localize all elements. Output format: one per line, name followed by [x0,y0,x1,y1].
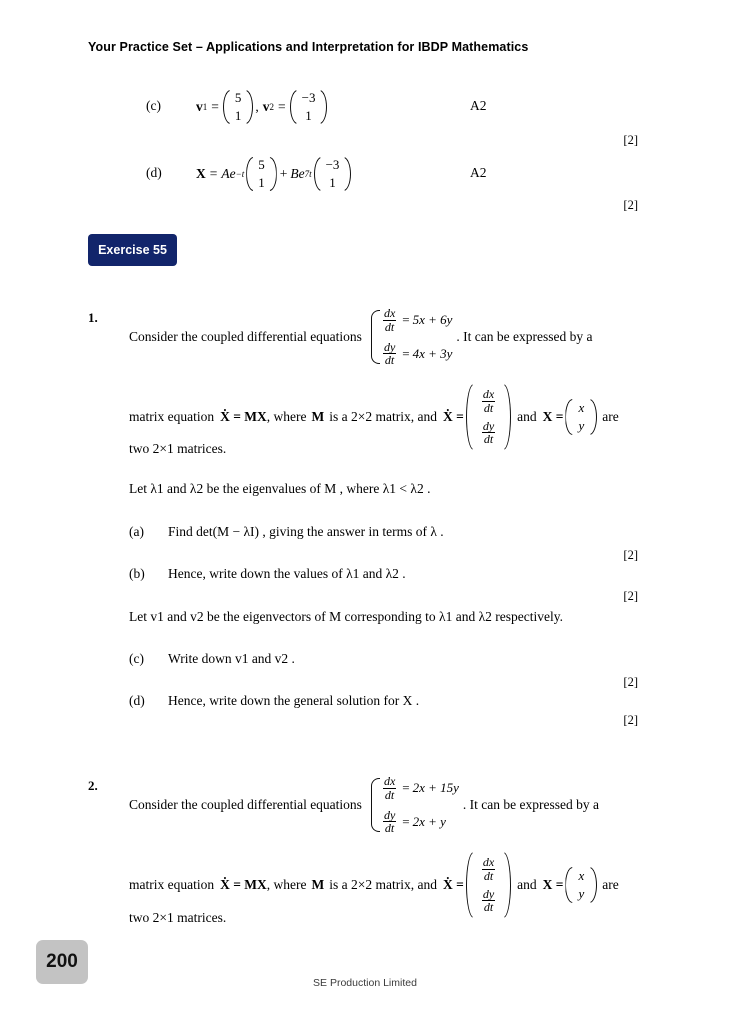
equation-rhs: 2x + 15y [412,780,459,796]
curly-brace [368,777,377,833]
derivative-fraction [481,388,496,414]
paren-left [565,397,572,437]
matrix-X-symbol: X = [542,877,564,892]
vector-entry: x [578,867,585,883]
stem-text-before: Consider the coupled differential equations [129,797,362,812]
vector-entry: 5 [234,90,242,106]
comma: , [255,99,259,114]
fraction-denominator: dt [483,868,494,883]
plus-sign: + [279,166,288,181]
derivative-fraction [481,856,496,882]
part-label-b: (b) [129,566,145,581]
vector-v2-subscript: 2 [269,102,274,112]
paren-right [320,88,327,126]
paren-right [504,850,511,920]
marks-d: [2] [623,198,638,212]
fraction-denominator: dt [483,900,494,915]
matrix-eq-mid: , where [266,409,307,424]
fraction-numerator: dy [383,339,396,354]
question-1-line3: two 2×1 matrices. [129,441,227,456]
exercise-badge-label: Exercise 55 [98,243,167,257]
fraction-numerator: dy [383,807,396,822]
paren-left [314,155,321,193]
marks-c: [2] [623,133,638,147]
part-b-marks: [2] [623,589,638,603]
equation-rhs: 2x + y [412,813,446,829]
column-vector-v1 [223,88,254,126]
fraction-denominator: dt [483,432,494,447]
fraction-denominator: dt [483,400,494,415]
equation-system-2 [368,774,459,836]
part-label-d-prev: (d) [146,165,162,180]
column-vector-v2 [290,88,328,126]
equation-rhs: 4x + 3y [412,345,453,361]
fraction-numerator: dy [482,418,495,433]
equals-sign: = [278,99,286,114]
matrix-M-symbol: M [311,409,325,424]
equals-sign: = [402,780,410,796]
part-label-d: (d) [129,693,145,708]
equals-sign: = [402,312,410,328]
system-equation-row [380,341,452,367]
vector-entry: 1 [258,175,265,190]
derivative-fraction [382,307,397,333]
mark-scheme-d: A2 [470,165,487,180]
part-d-text: Hence, write down the general solution for X . [168,693,420,708]
stem-text-after: . It can be expressed by a [462,797,599,812]
part-c-text: Write down v1 and v2 . [168,651,295,666]
paren-right [590,397,597,437]
question-1-stem [129,306,593,368]
vector-entry: x [578,399,585,415]
derivative-fraction [481,420,496,446]
page-number-label: 200 [46,951,78,972]
derivative-fraction [382,341,397,367]
equals-sign: = [402,345,410,361]
stem-text-before: Consider the coupled differential equations [129,329,362,344]
paren-right [344,155,351,193]
part-a-text: Find det(M − λI) , giving the answer in terms of λ . [168,524,444,539]
part-label-a: (a) [129,524,144,539]
paren-left [246,155,253,193]
part-b-text: Hence, write down the values of λ1 and λ2 . [168,566,406,581]
equation-system-1 [368,306,453,368]
mark-scheme-c: A2 [470,98,487,113]
derivative-fraction [481,888,496,914]
paren-left [466,382,473,452]
stem-text-after: . It can be expressed by a [456,329,593,344]
vector-v2-symbol: v [262,99,270,114]
column-vector-2 [314,155,352,193]
matrix-equation: Ẋ = MX [220,877,267,892]
column-vector-1 [246,155,277,193]
answer-line-d [196,155,351,193]
paren-right [590,865,597,905]
derivative-fraction [382,809,397,835]
fraction-numerator: dy [482,886,495,901]
term2-exponent: 7t [304,169,312,179]
question-number-2: 2. [88,778,98,793]
system-equation-row [380,775,459,801]
paren-right [504,382,511,452]
curly-brace [368,309,377,365]
answer-line-c [196,88,327,126]
vector-entry: −3 [301,90,316,106]
matrix-M-symbol: M [311,877,325,892]
are-text: are [602,409,619,424]
paren-right [270,155,277,193]
matrix-X-symbol: X = [542,409,564,424]
equals-sign: = [209,166,218,181]
matrix-eq-prefix: matrix equation [129,409,215,424]
matrix-eq-prefix: matrix equation [129,877,215,892]
paren-left [223,88,230,126]
xdot-symbol: Ẋ = [443,877,464,892]
term1-exponent: −t [235,169,245,179]
equals-sign: = [402,813,410,829]
question-2-stem [129,774,599,836]
fraction-denominator: dt [384,319,395,334]
x-column-vector [565,865,597,905]
question-2-line3: two 2×1 matrices. [129,910,227,925]
vector-entry: −3 [325,157,340,173]
system-equation-row [380,809,459,835]
fraction-denominator: dt [384,821,395,836]
term1-coefficient: Ae [221,166,236,181]
part-a-marks: [2] [623,548,638,562]
paren-left [466,850,473,920]
derivative-fraction [382,775,397,801]
fraction-numerator: dx [383,774,396,789]
xdot-column-vector [466,382,511,452]
paren-left [290,88,297,126]
are-text: are [602,877,619,892]
exercise-badge [88,234,177,266]
part-label-c: (c) [129,651,144,666]
vector-entry: 5 [258,157,265,173]
question-1-eigenvector-line: Let v1 and v2 be the eigenvectors of M corresponding to λ1 and λ2 respectively. [129,609,563,624]
fraction-numerator: dx [482,855,495,870]
matrix-eq-mid: , where [266,877,307,892]
equals-sign: = [211,99,219,114]
term2-coefficient: Be [290,166,305,181]
system-equation-row [380,307,452,333]
vector-entry: y [578,418,585,433]
fraction-numerator: dx [383,306,396,321]
matrix-eq-mid2: is a 2×2 matrix, and [329,877,437,892]
matrix-equation: Ẋ = MX [220,409,267,424]
vector-v1-symbol: v [196,99,203,114]
paren-right [246,88,253,126]
vector-entry: 1 [234,108,242,123]
question-number-1: 1. [88,310,98,325]
part-label-c-prev: (c) [146,98,161,113]
xdot-column-vector [466,850,511,920]
vector-entry: 1 [305,108,312,123]
and-text: and [517,409,537,424]
question-1-eigenvalue-line: Let λ1 and λ2 be the eigenvalues of M , where λ1 < λ2 . [129,481,431,496]
fraction-numerator: dx [482,387,495,402]
xdot-symbol: Ẋ = [443,409,464,424]
paren-left [565,865,572,905]
footer-text: SE Production Limited [313,977,417,989]
vector-v1-subscript: 1 [202,102,208,112]
vector-entry: y [578,886,585,901]
x-column-vector [565,397,597,437]
vector-entry: 1 [329,175,336,190]
matrix-eq-mid2: is a 2×2 matrix, and [329,409,437,424]
part-d-marks: [2] [623,713,638,727]
equation-rhs: 5x + 6y [412,312,453,328]
matrix-X-symbol: X [196,166,206,181]
fraction-denominator: dt [384,353,395,368]
and-text: and [517,877,537,892]
fraction-denominator: dt [384,787,395,802]
page-title: Your Practice Set – Applications and Interpretation for IBDP Mathematics [88,40,529,54]
part-c-marks: [2] [623,675,638,689]
